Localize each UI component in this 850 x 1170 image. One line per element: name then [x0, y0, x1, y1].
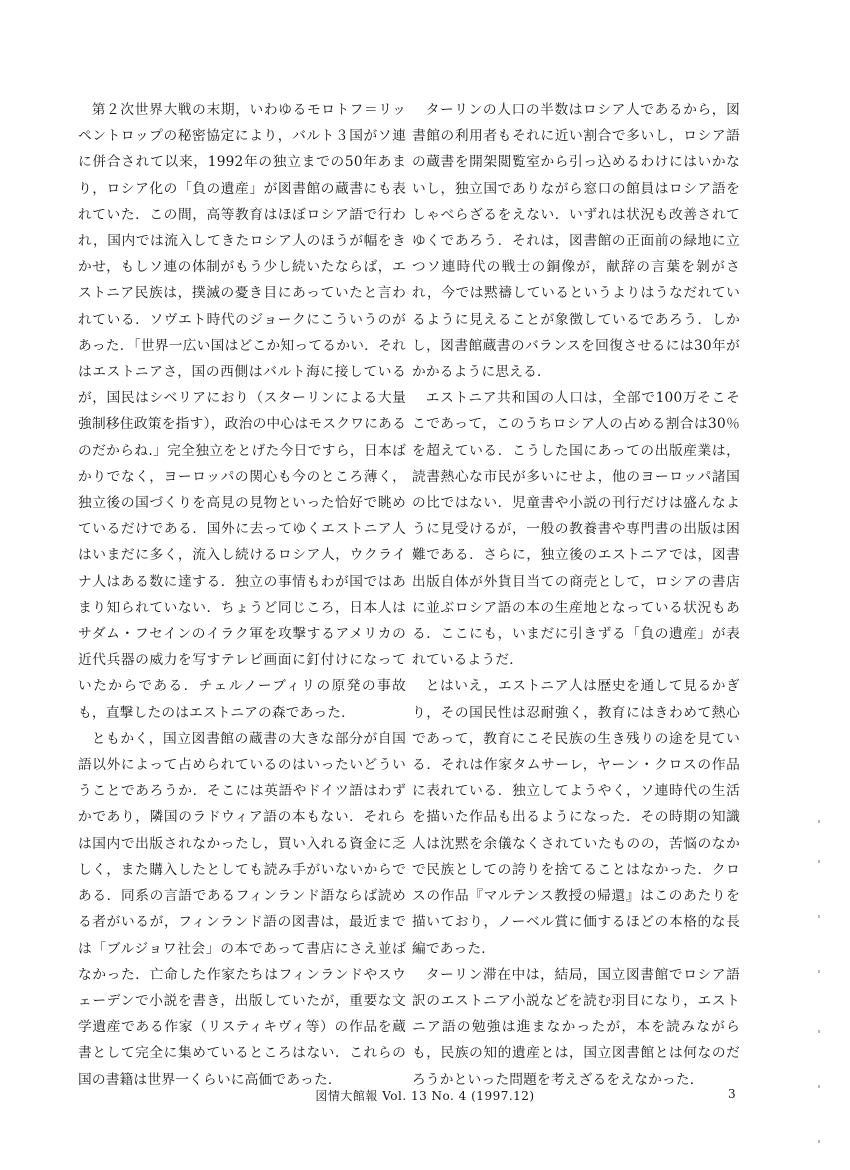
left-column — [78, 97, 406, 1093]
right-column — [412, 97, 740, 1093]
body-paragraph: 第２次世界大戦の末期，いわゆるモロトフ＝リッペントロップの秘密協定により，バルト３国がソ連に併合されて以来，1992年の独立までの50年あまり，ロシア化の「負の遺産」が図書館の蔵書にも表れていた．この間，高等教育はほぼロシア語で行われ，国内では流入してきたロシア人のほうが幅をきかせ，もしソ連の体制がもう少し続いたならば，エストニア民族は，撲滅の憂き目にあっていたと言われている．ソヴエト時代のジョークにこういうのがあった．「世界一広い国はどこか知ってるかい．それはエストニアさ，国の西側はバルト海に接しているが，国民はシベリアにおり（スターリンによる大量強制移住政策を指す），政治の中心はモスクワにあるのだからね.」完全独立をとげた今日ですら，日本ばかりでなく，ヨーロッパの関心も今のところ薄く，独立後の国づくりを高見の見物といった恰好で眺めているだけである．国外に去ってゆくエストニア人はいまだに多く，流入し続けるロシア人，ウクライナ人はある数に達する．独立の事情もわが国ではあまり知られていない．ちょうど同じころ，日本人はサダム・フセインのイラク軍を攻撃するアメリカの近代兵器の威力を写すテレビ画面に釘付けになっていたからである．チェルノーブィリの原発の事故も，直撃したのはエストニアの森であった． — [78, 102, 406, 721]
body-paragraph: ターリン滞在中は，結局，国立図書館でロシア語訳のエストニア小説などを読む羽目になり，エストニア語の勉強は進まなかったが，本を読みながらも，民族の知的遺産とは，国立図書館とは何なのだろうかといった問題を考えざるをえなかった． — [412, 966, 740, 1088]
page-number: 3 — [728, 1087, 736, 1101]
body-paragraph: とはいえ，エストニア人は歴史を通して見るかぎり，その国民性は忍耐強く，教育にはきわめて熱心であって，教育にこそ民族の生き残りの途を見ている．それは作家タムサーレ，ヤーン・クロスの作品に表れている．独立してようやく，ソ連時代の生活を描いた作品も出るようになった．その時期の知識人は沈黙を余儀なくされていたものの，苦悩のなかで民族としての誇りを捨てることはなかった．クロスの作品『マルテンス教授の帰還』はこのあたりを描いており，ノーベル賞に価するほどの本格的な長編であった． — [412, 678, 740, 957]
body-paragraph: エストニア共和国の人口は，全部で100万そこそこであって，このうちロシア人の占める割合は30％を超えている．こうした国にあっての出版産業は，読書熱心な市民が多いにせよ，他のヨーロッパ諸国の比ではない．児童書や小説の刊行だけは盛んなように見受けるが，一般の教養書や専門書の出版は困難である．さらに，独立後のエストニアでは，図書出版自体が外貨目当ての商売として，ロシアの書店に並ぶロシア語の本の生産地となっている状況もある．ここにも，いまだに引きずる「負の遺産」が表れているようだ． — [412, 390, 740, 669]
body-paragraph: ターリンの人口の半数はロシア人であるから，図書館の利用者もそれに近い割合で多いし，ロシア語の蔵書を開架閲覧室から引っ込めるわけにはいかないし，独立国でありながら窓口の館員はロシア語をしゃべらざるをえない．いずれは状況も改善されてゆくであろう．それは，図書館の正面前の緑地に立つソ連時代の戦士の銅像が，献辞の言葉を剝がされ，今では黙禱しているというよりはうなだれているように見えることが象徴しているであろう．しかし，図書館蔵書のバランスを回復させるには30年がかかるように思える． — [412, 102, 740, 381]
scan-margin-marks — [812, 820, 832, 1150]
journal-citation: 図情大館報 Vol. 13 No. 4 (1997.12) — [315, 1089, 535, 1103]
body-paragraph: ともかく，国立図書館の蔵書の大きな部分が自国語以外によって占められているのはいったいどういうことであろうか．そこには英語やドイツ語はわずかであり，隣国のラドウィア語の本もない．それらは国内で出版されなかったし，買い入れる資金に乏しく，また購入したとしても読み手がいないからである．同系の言語であるフィンランド語ならば読める者がいるが，フィンランド語の図書は，最近までは「ブルジョワ社会」の本であって書店にさえ並ばなかった．亡命した作家たちはフィンランドやスウェーデンで小説を書き，出版していたが，重要な文学遺産である作家（リスティキヴィ等）の作品を蔵書として完全に集めているところはない．これらの国の書籍は世界一くらいに高価であった． — [78, 730, 406, 1088]
page-footer — [0, 1087, 850, 1105]
